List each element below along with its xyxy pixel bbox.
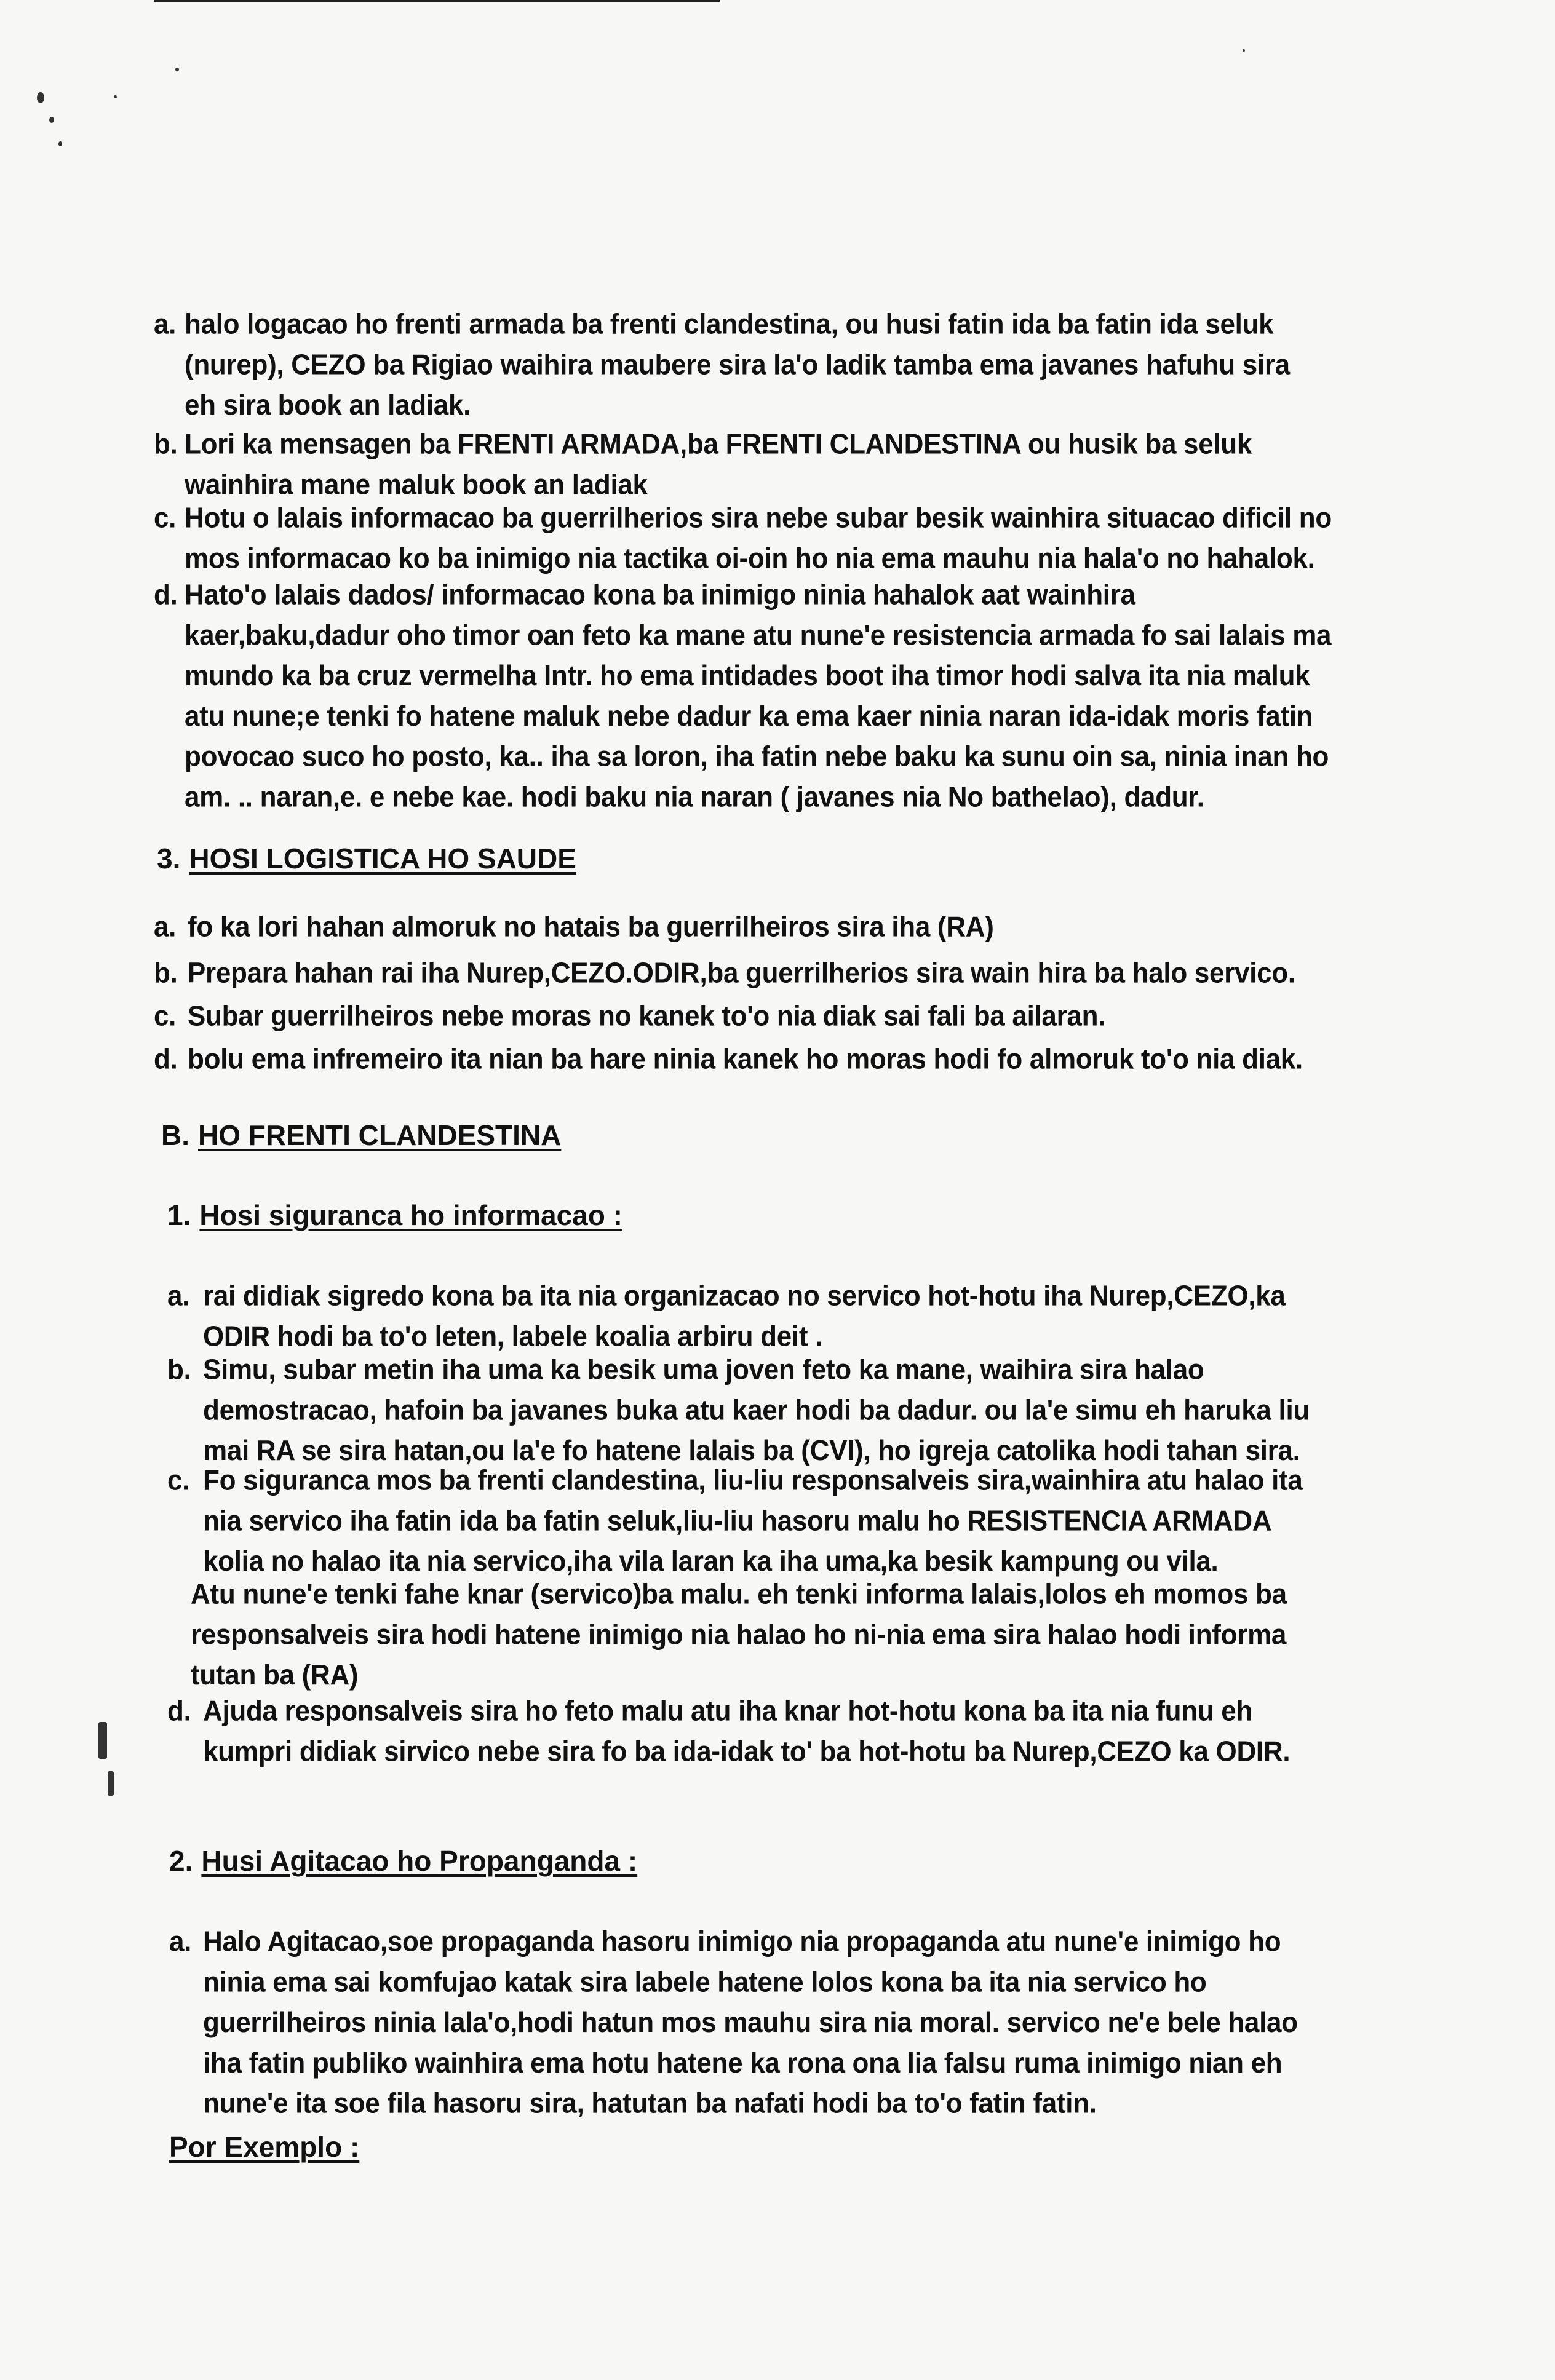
text-line: kaer,baku,dadur oho timor oan feto ka mane atu nune'e resistencia armada fo sai lalais ma [185, 619, 1332, 652]
heading-title: Husi Agitacao ho Propanganda : [201, 1845, 638, 1877]
list-marker: b. [167, 1354, 191, 1386]
list-item-text [188, 996, 1406, 1037]
list-marker: d. [167, 1695, 191, 1727]
heading-title: Hosi siguranca ho informacao : [199, 1199, 622, 1231]
section-heading-3 [157, 839, 576, 878]
text-line: wainhira mane maluk book an ladiak [185, 469, 648, 501]
text-line: demostracao, hafoin ba javanes buka atu kaer hodi ba dadur. ou la'e simu eh haruka liu [203, 1394, 1310, 1427]
paragraph-text [191, 1574, 1409, 1696]
list-marker: c. [154, 1000, 177, 1033]
logistics-item-a [154, 907, 1406, 948]
section-heading-b [161, 1116, 561, 1154]
text-line: eh sira book an ladiak. [185, 389, 471, 421]
list-marker: b. [154, 428, 178, 461]
text-line: kolia no halao ita nia servico,iha vila laran ka iha uma,ka besik kampung ou vila. [203, 1545, 1219, 1577]
list-item-text [188, 1039, 1406, 1080]
security-item-c [167, 1461, 1409, 1582]
text-line: Hotu o lalais informacao ba guerrilherios sira nebe subar besik wainhira situacao dificil no [185, 502, 1332, 534]
heading-number: B. [161, 1119, 189, 1151]
heading-title: HOSI LOGISTICA HO SAUDE [189, 843, 576, 875]
text-line: povocao suco ho posto, ka.. iha sa loron, iha fatin nebe baku ka sunu oin sa, ninia inan ho [185, 740, 1329, 773]
text-line: fo ka lori hahan almoruk no hatais ba guerrilheiros sira iha (RA) [188, 911, 994, 943]
text-line: am. .. naran,e. e nebe kae. hodi baku nia naran ( javanes nia No bathelao), dadur. [185, 780, 1204, 813]
text-line: Lori ka mensagen ba FRENTI ARMADA,ba FRENTI CLANDESTINA ou husik ba seluk [185, 428, 1252, 461]
text-line: Subar guerrilheiros nebe moras no kanek to'o nia diak sai fali ba ailaran. [188, 1000, 1106, 1033]
scan-speck [175, 68, 179, 71]
text-line: mos informacao ko ba inimigo nia tactika oi-oin ho nia ema mauhu nia hala'o no hahalok. [185, 542, 1315, 575]
list-item-text [203, 1461, 1409, 1582]
logistics-item-c [154, 996, 1406, 1037]
scan-speck [114, 95, 117, 98]
scan-speck [108, 1771, 114, 1796]
text-line: atu nune;e tenki fo hatene maluk nebe dadur ka ema kaer ninia naran ida-idak moris fatin [185, 700, 1313, 732]
list-marker: c. [167, 1464, 190, 1497]
text-line: Ajuda responsalveis sira ho feto malu atu iha knar hot-hotu kona ba ita nia funu eh [203, 1695, 1253, 1727]
list-item-text [185, 304, 1406, 426]
list-item-b [154, 424, 1406, 505]
list-marker: d. [154, 579, 178, 611]
heading-number: 1. [167, 1199, 191, 1231]
logistics-item-b [154, 953, 1406, 994]
list-item-text [188, 953, 1406, 994]
text-line: Fo siguranca mos ba frenti clandestina, liu-liu responsalveis sira,wainhira atu halao ita [203, 1464, 1303, 1497]
text-line: ninia ema sai komfujao katak sira labele hatene lolos kona ba ita nia servico ho [203, 1966, 1207, 1999]
heading-number: 2. [169, 1845, 193, 1877]
agitation-item-a [169, 1922, 1409, 2124]
top-rule [154, 0, 720, 2]
example-heading-text: Por Exemplo : [169, 2131, 360, 2163]
list-marker: c. [154, 502, 177, 534]
list-item-text [185, 424, 1406, 505]
example-heading [169, 2128, 359, 2166]
scan-speck [1243, 49, 1245, 52]
text-line: Prepara hahan rai iha Nurep,CEZO.ODIR,ba guerrilherios sira wain hira ba halo servico. [188, 957, 1295, 990]
subsection-heading-1 [167, 1196, 622, 1234]
list-item-c [154, 498, 1406, 579]
list-item-text [203, 1922, 1409, 2124]
list-item-text [185, 498, 1406, 579]
list-marker: a. [169, 1926, 192, 1958]
scan-speck [49, 117, 54, 123]
security-item-d [167, 1691, 1409, 1772]
text-line: rai didiak sigredo kona ba ita nia organizacao no servico hot-hotu iha Nurep,CEZO,ka [203, 1280, 1286, 1312]
text-line: nune'e ita soe fila hasoru sira, hatutan ba nafati hodi ba to'o fatin fatin. [203, 2087, 1097, 2120]
text-line: bolu ema infremeiro ita nian ba hare ninia kanek ho moras hodi fo almoruk to'o nia diak. [188, 1043, 1303, 1076]
text-line: mai RA se sira hatan,ou la'e fo hatene lalais ba (CVI), ho igreja catolika hodi tahan sira. [203, 1434, 1300, 1467]
text-line: iha fatin publiko wainhira ema hotu hatene ka rona ona lia falsu ruma inimigo nian eh [203, 2047, 1283, 2079]
list-item-a [154, 304, 1406, 426]
heading-title: HO FRENTI CLANDESTINA [198, 1119, 562, 1151]
list-item-text [203, 1350, 1409, 1471]
text-line: halo logacao ho frenti armada ba frenti clandestina, ou husi fatin ida ba fatin ida seluk [185, 308, 1274, 341]
text-line: mundo ka ba cruz vermelha Intr. ho ema intidades boot iha timor hodi salva ita nia maluk [185, 659, 1310, 692]
text-line: nia servico iha fatin ida ba fatin seluk,liu-liu hasoru malu ho RESISTENCIA ARMADA [203, 1505, 1272, 1537]
list-marker: a. [154, 308, 177, 341]
text-line: (nurep), CEZO ba Rigiao waihira maubere sira la'o ladik tamba ema javanes hafuhu sira [185, 349, 1290, 381]
text-line: tutan ba (RA) [191, 1659, 359, 1691]
list-marker: b. [154, 957, 178, 990]
list-item-text [203, 1691, 1409, 1772]
scan-speck [37, 92, 44, 103]
list-marker: a. [167, 1280, 190, 1312]
text-line: Hato'o lalais dados/ informacao kona ba inimigo ninia hahalok aat wainhira [185, 579, 1135, 611]
list-item-text [185, 575, 1406, 817]
text-line: guerrilheiros ninia lala'o,hodi hatun mos mauhu sira nia moral. servico ne'e bele halao [203, 2006, 1298, 2039]
security-item-a [167, 1276, 1409, 1357]
list-item-text [188, 907, 1406, 948]
text-line: Atu nune'e tenki fahe knar (servico)ba malu. eh tenki informa lalais,lolos eh momos ba [191, 1578, 1287, 1611]
security-item-b [167, 1350, 1409, 1471]
scan-speck [98, 1722, 107, 1759]
text-line: Halo Agitacao,soe propaganda hasoru inimigo nia propaganda atu nune'e inimigo ho [203, 1926, 1281, 1958]
subsection-heading-2 [169, 1842, 637, 1880]
list-item-text [203, 1276, 1409, 1357]
list-marker: a. [154, 911, 177, 943]
scan-speck [58, 141, 62, 146]
heading-number: 3. [157, 843, 181, 875]
logistics-item-d [154, 1039, 1406, 1080]
text-line: ODIR hodi ba to'o leten, labele koalia arbiru deit . [203, 1320, 823, 1353]
text-line: responsalveis sira hodi hatene inimigo nia halao ho ni-nia ema sira halao hodi informa [191, 1619, 1287, 1651]
text-line: Simu, subar metin iha uma ka besik uma joven feto ka mane, waihira sira halao [203, 1354, 1204, 1386]
text-line: kumpri didiak sirvico nebe sira fo ba ida-idak to' ba hot-hotu ba Nurep,CEZO ka ODIR. [203, 1735, 1291, 1768]
list-marker: d. [154, 1043, 178, 1076]
list-item-d [154, 575, 1406, 817]
